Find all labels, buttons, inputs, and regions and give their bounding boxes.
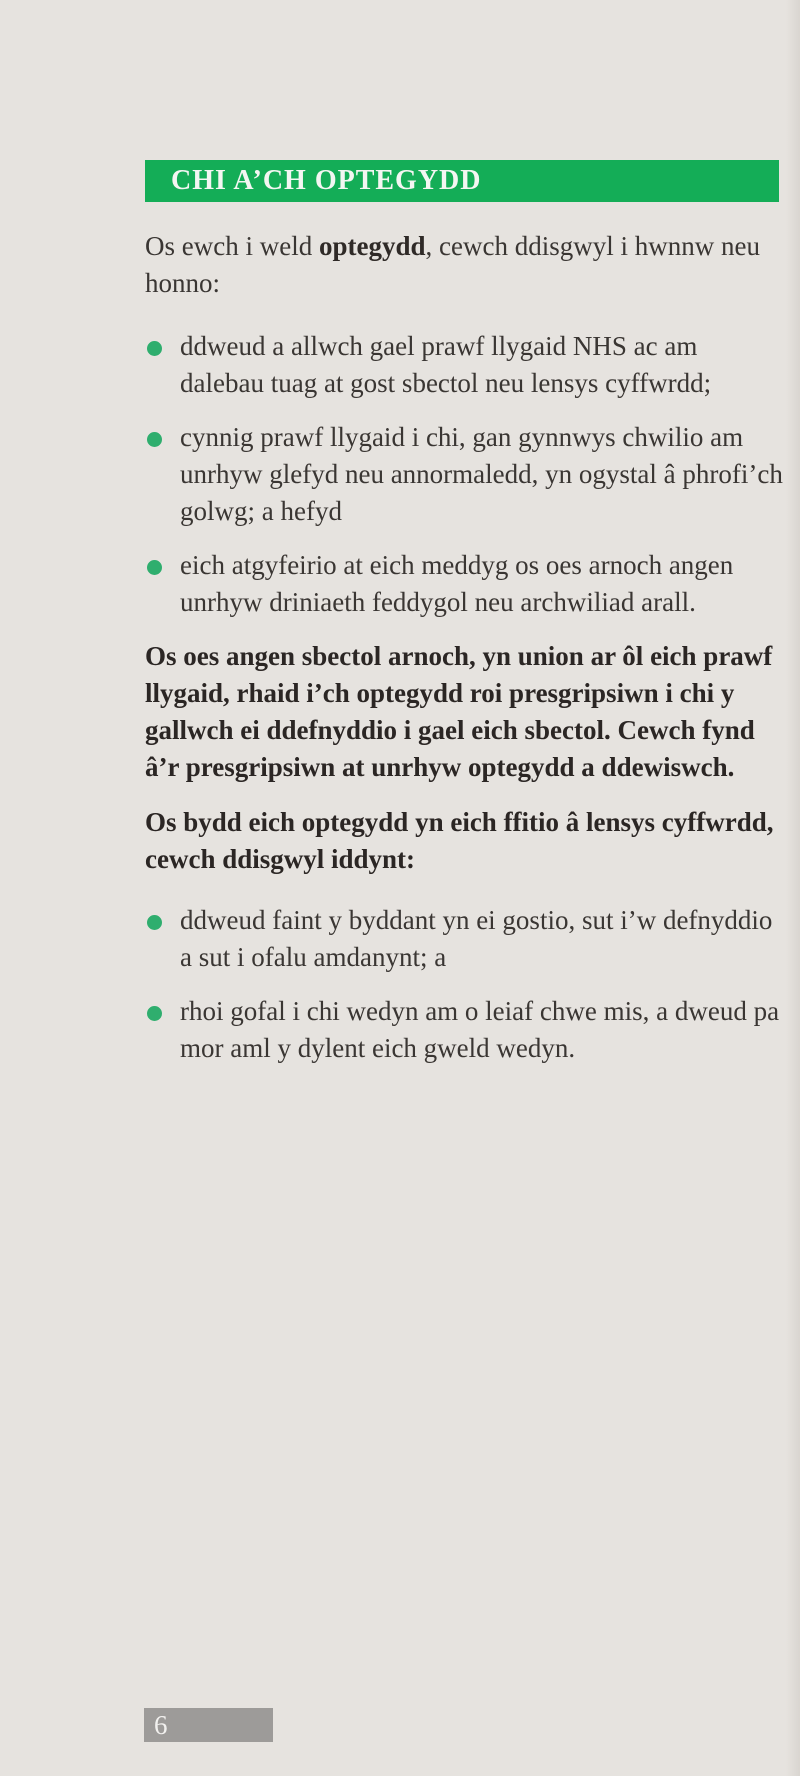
bullet-dot-icon — [147, 915, 162, 930]
page-content — [145, 228, 785, 1084]
bullet-dot-icon — [147, 341, 162, 356]
page-number: 6 — [154, 1710, 168, 1740]
intro-bold-term: optegydd — [318, 231, 426, 261]
list-item — [145, 328, 785, 402]
page-edge — [786, 0, 800, 1776]
bullet-dot-icon — [147, 1006, 162, 1021]
list-item-text: cynnig prawf llygaid i chi, gan gynnwys chwilio am unrhyw glefyd neu annormaledd, yn ogystal â phrofi’ch golwg; a hefyd — [180, 422, 783, 526]
list-item-text: ddweud a allwch gael prawf llygaid NHS ac am dalebau tuag at gost sbectol neu lensys cyffwrdd; — [180, 331, 712, 398]
list-item — [145, 419, 785, 530]
intro-text-end: , cewch ddisgwyl i hwnnw neu honno: — [145, 231, 760, 298]
list-item — [145, 902, 785, 976]
section-header-bar — [145, 160, 779, 202]
list-item — [145, 993, 785, 1067]
bullet-dot-icon — [147, 432, 162, 447]
list-item-text: ddweud faint y byddant yn ei gostio, sut i’w defnyddio a sut i ofalu amdanynt; a — [180, 905, 773, 972]
contact-lenses-paragraph: Os bydd eich optegydd yn eich ffitio â lensys cyffwrdd, cewch ddisgwyl iddynt: — [145, 807, 774, 874]
optician-duties-list — [145, 328, 785, 621]
list-item — [145, 547, 785, 621]
section-title: CHI A’CH OPTEGYDD — [171, 165, 482, 196]
bullet-dot-icon — [147, 560, 162, 575]
page-number-box — [144, 1708, 273, 1742]
intro-paragraph — [145, 228, 785, 302]
intro-text-start: Os ewch i weld — [145, 231, 319, 261]
list-item-text: rhoi gofal i chi wedyn am o leiaf chwe mis, a dweud pa mor aml y dylent eich gweld wedyn. — [180, 996, 780, 1063]
list-item-text: eich atgyfeirio at eich meddyg os oes arnoch angen unrhyw driniaeth feddygol neu archwiliad arall. — [180, 550, 734, 617]
contact-lens-list — [145, 902, 785, 1067]
prescription-paragraph: Os oes angen sbectol arnoch, yn union ar ôl eich prawf llygaid, rhaid i’ch optegydd roi presgripsiwn i chi y gallwch ei ddefnyddio i gael eich sbectol. Cewch fynd â’r presgripsiwn at unrhyw optegydd a ddewiswch. — [145, 641, 773, 782]
